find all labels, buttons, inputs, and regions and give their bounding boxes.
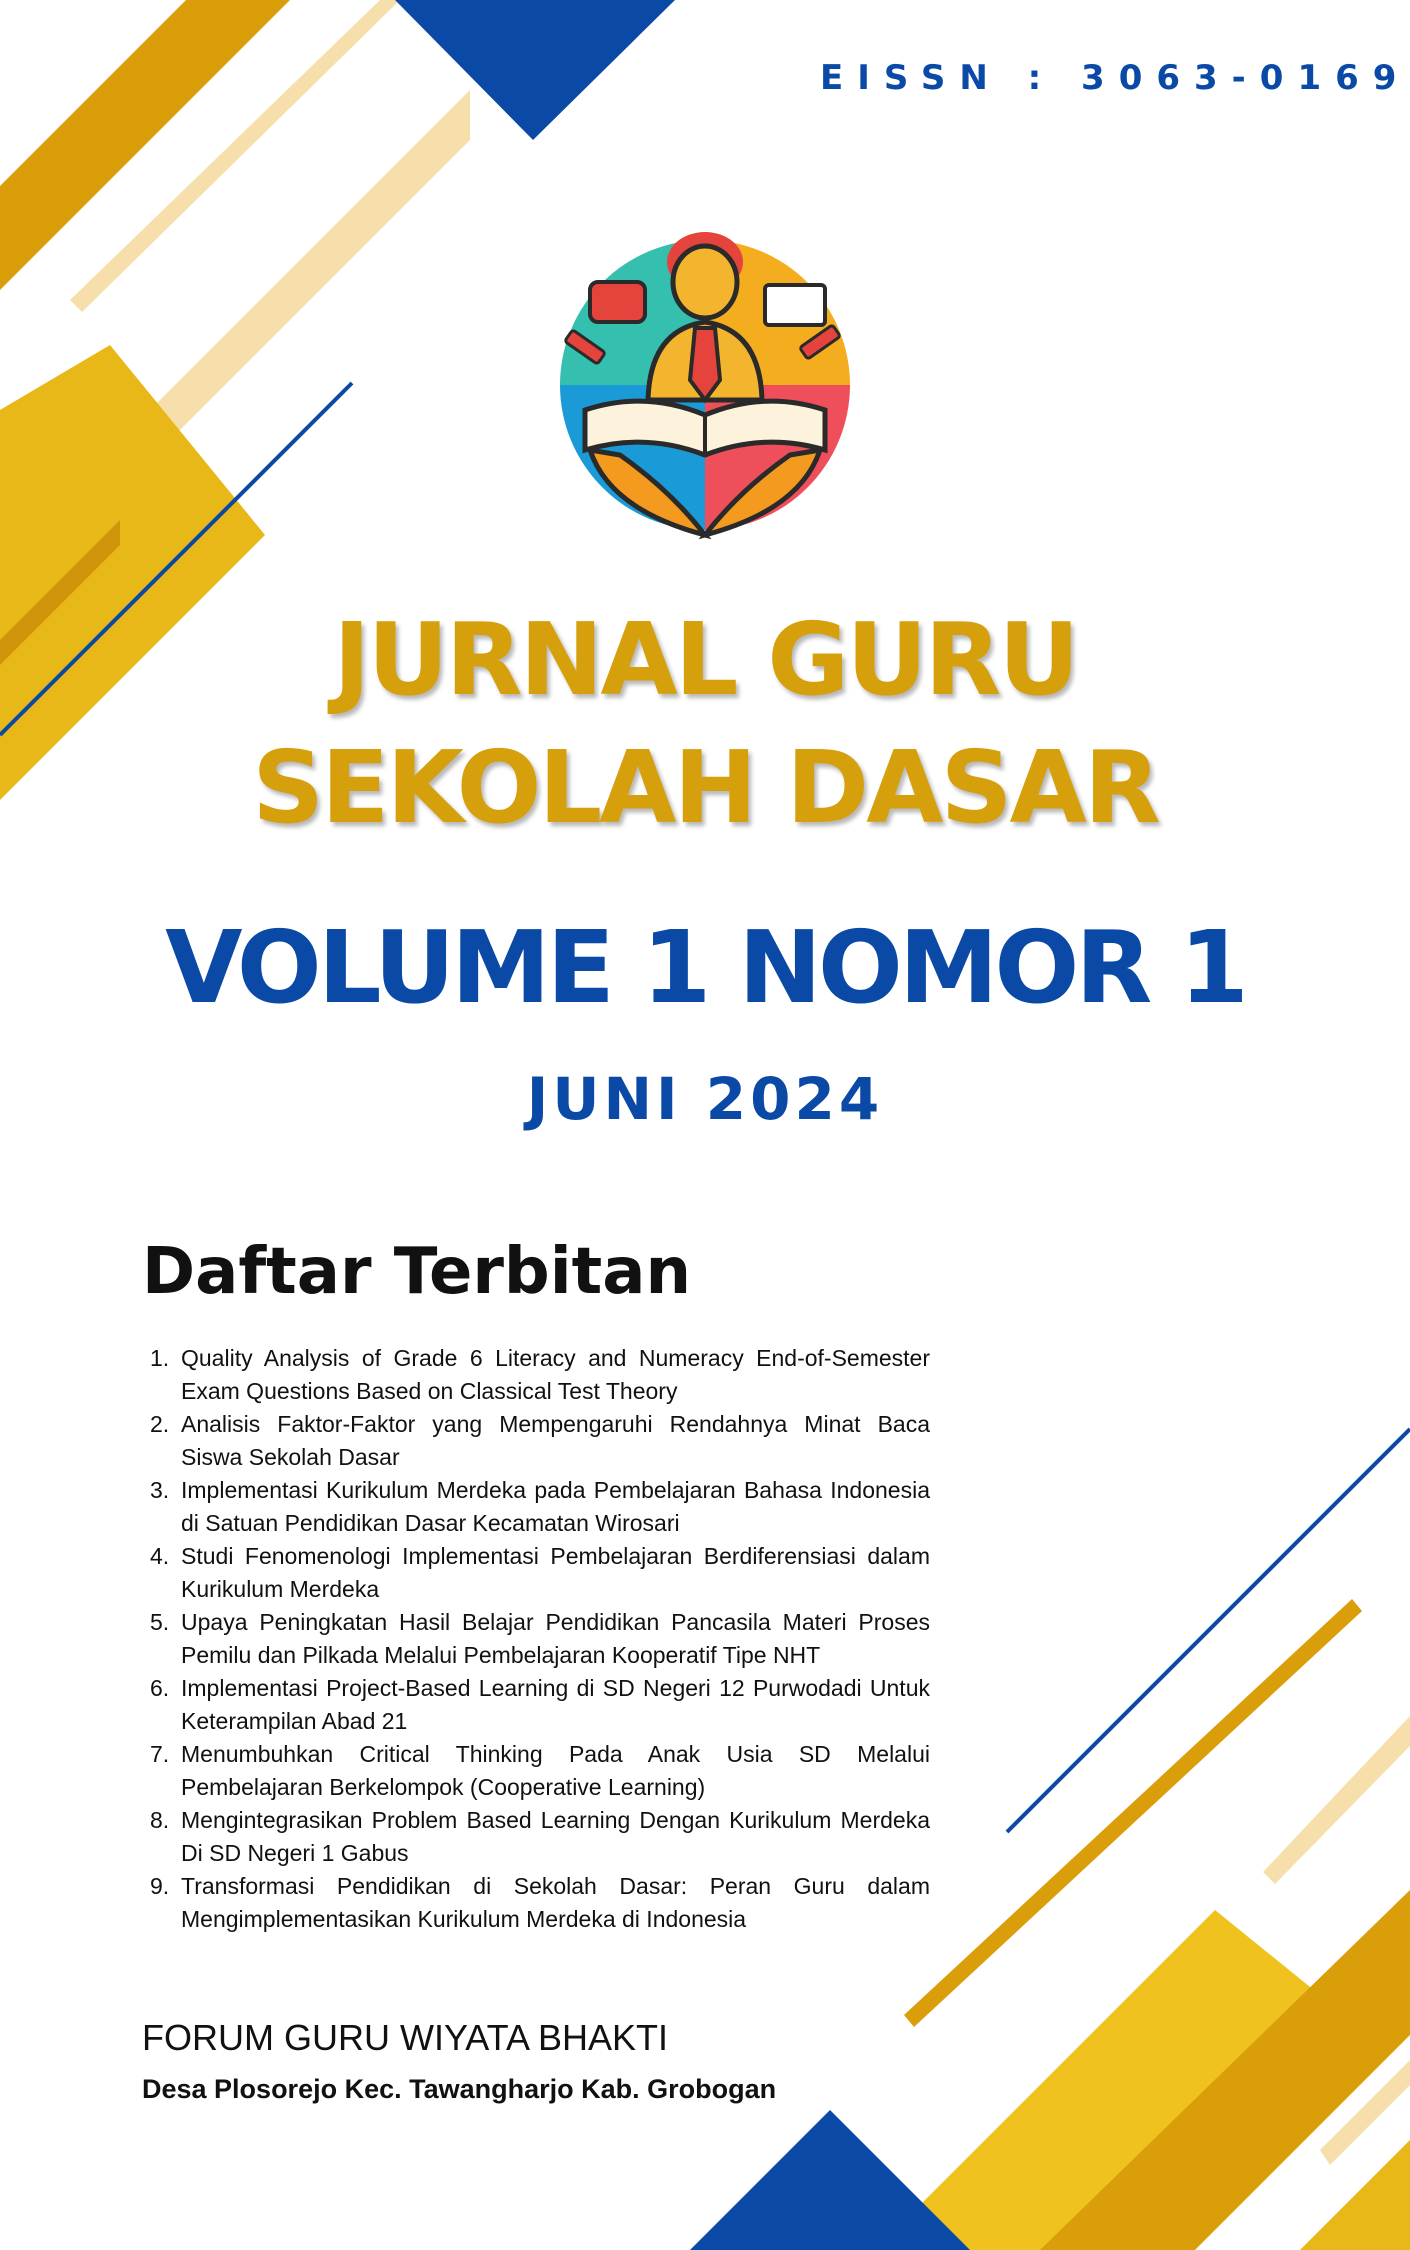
contents-list <box>150 1342 930 1936</box>
article-title: Analisis Faktor-Faktor yang Mempengaruhi Rendahnya Minat Baca Siswa Sekolah Dasar <box>181 1411 930 1470</box>
teacher-reading-book-icon <box>550 210 860 550</box>
deco-gold-block-left <box>0 345 265 800</box>
deco-blue-triangle-bottom <box>690 2110 970 2250</box>
list-item: 9. Transformasi Pendidikan di Sekolah Dasar: Peran Guru dalam Mengimplementasikan Kurikulum Merdeka di Indonesia <box>150 1873 930 1932</box>
journal-title-line-2: SEKOLAH DASAR <box>252 729 1158 846</box>
list-item: 5. Upaya Peningkatan Hasil Belajar Pendidikan Pancasila Materi Proses Pemilu dan Pilkada Melalui Pembelajaran Kooperatif Tipe NHT <box>150 1609 930 1668</box>
deco-blue-line-right <box>1007 1429 1410 1832</box>
article-title: Upaya Peningkatan Hasil Belajar Pendidikan Pancasila Materi Proses Pemilu dan Pilkada Melalui Pembelajaran Kooperatif Tipe NHT <box>181 1609 930 1668</box>
article-title: Studi Fenomenologi Implementasi Pembelajaran Berdiferensiasi dalam Kurikulum Merdeka <box>181 1543 930 1602</box>
journal-title-line-1: JURNAL GURU <box>333 601 1077 718</box>
article-title: Implementasi Project-Based Learning di SD Negeri 12 Purwodadi Untuk Keterampilan Abad 21 <box>181 1675 930 1734</box>
list-item: 1. Quality Analysis of Grade 6 Literacy and Numeracy End-of-Semester Exam Questions Based on Classical Test Theory <box>150 1345 930 1404</box>
list-item: 6. Implementasi Project-Based Learning di SD Negeri 12 Purwodadi Untuk Keterampilan Abad 21 <box>150 1675 930 1734</box>
article-title: Menumbuhkan Critical Thinking Pada Anak Usia SD Melalui Pembelajaran Berkelompok (Cooperative Learning) <box>181 1741 930 1800</box>
contents-heading: Daftar Terbitan <box>142 1235 691 1309</box>
eissn-label: EISSN : 3063-0169 <box>820 58 1410 98</box>
list-item: 7. Menumbuhkan Critical Thinking Pada Anak Usia SD Melalui Pembelajaran Berkelompok (Cooperative Learning) <box>150 1741 930 1800</box>
list-item: 4. Studi Fenomenologi Implementasi Pembelajaran Berdiferensiasi dalam Kurikulum Merdeka <box>150 1543 930 1602</box>
list-item: 3. Implementasi Kurikulum Merdeka pada Pembelajaran Bahasa Indonesia di Satuan Pendidikan Dasar Kecamatan Wirosari <box>150 1477 930 1536</box>
deco-cream-stripe-right <box>1263 1716 1410 1884</box>
volume-number: VOLUME 1 NOMOR 1 <box>165 909 1245 1026</box>
article-title: Mengintegrasikan Problem Based Learning Dengan Kurikulum Merdeka Di SD Negeri 1 Gabus <box>181 1807 930 1866</box>
deco-blue-triangle-top <box>395 0 675 140</box>
issue-date: JUNI 2024 <box>526 1065 884 1133</box>
article-title: Implementasi Kurikulum Merdeka pada Pembelajaran Bahasa Indonesia di Satuan Pendidikan Dasar Kecamatan Wirosari <box>181 1477 930 1536</box>
deco-gold-corner <box>1300 2140 1410 2250</box>
deco-gold-thin-right <box>904 1599 1362 2027</box>
article-title: Quality Analysis of Grade 6 Literacy and Numeracy End-of-Semester Exam Questions Based on Classical Test Theory <box>181 1345 930 1404</box>
article-title: Transformasi Pendidikan di Sekolah Dasar: Peran Guru dalam Mengimplementasikan Kurikulum Merdeka di Indonesia <box>181 1873 930 1932</box>
list-item: 8. Mengintegrasikan Problem Based Learning Dengan Kurikulum Merdeka Di SD Negeri 1 Gabus <box>150 1807 930 1866</box>
list-item: 2. Analisis Faktor-Faktor yang Mempengaruhi Rendahnya Minat Baca Siswa Sekolah Dasar <box>150 1411 930 1470</box>
publisher-address: Desa Plosorejo Kec. Tawangharjo Kab. Grobogan <box>142 2074 777 2104</box>
publisher-name: FORUM GURU WIYATA BHAKTI <box>142 2017 669 2058</box>
